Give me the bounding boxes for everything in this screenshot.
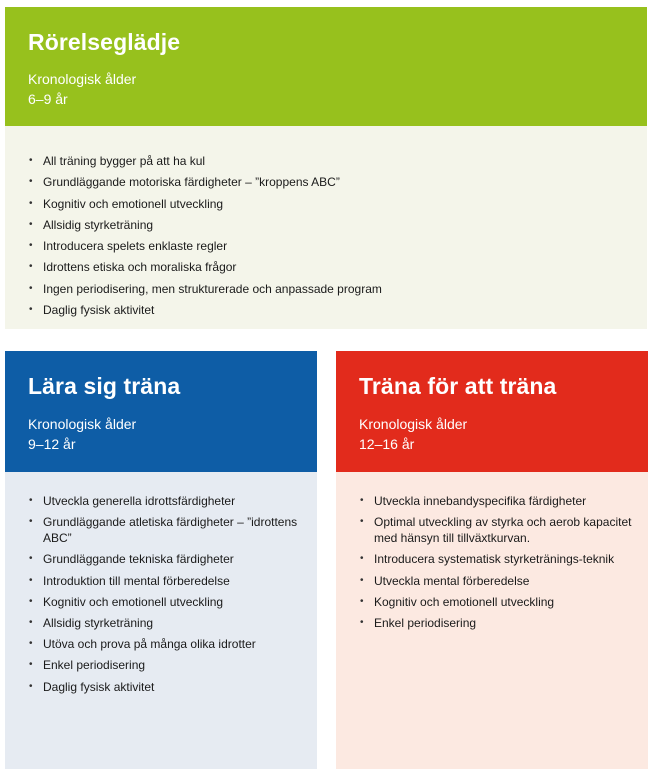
list-item: • Introduktion till mental förberedelse <box>29 573 307 589</box>
stage-card-lara-sig-trana <box>5 351 317 769</box>
stage-card-rorelseglädje <box>5 7 647 329</box>
stage-body <box>5 472 317 769</box>
list-item: • All träning bygger på att ha kul <box>29 153 637 169</box>
list-item: • Utveckla mental förberedelse <box>360 573 638 589</box>
stage-body <box>336 472 648 769</box>
list-item: • Introducera spelets enklaste regler <box>29 238 637 254</box>
age-range: 6–9 år <box>28 91 68 107</box>
list-item: • Kognitiv och emotionell utveckling <box>29 594 307 610</box>
stage-header <box>5 351 317 472</box>
stage-age <box>28 69 136 109</box>
list-item: • Daglig fysisk aktivitet <box>29 679 307 695</box>
list-item: • Enkel periodisering <box>29 657 307 673</box>
stage-item-list <box>29 153 637 323</box>
stage-header <box>336 351 648 472</box>
list-item: • Grundläggande atletiska färdigheter – ”idrottens ABC” <box>29 514 307 546</box>
stage-card-trana-for-att-trana <box>336 351 648 769</box>
list-item: • Kognitiv och emotionell utveckling <box>29 196 637 212</box>
list-item: • Allsidig styrketräning <box>29 615 307 631</box>
list-item: • Daglig fysisk aktivitet <box>29 302 637 318</box>
age-label: Kronologisk ålder <box>359 416 468 432</box>
stage-title: Rörelseglädje <box>28 29 181 55</box>
list-item: • Utveckla generella idrottsfärdigheter <box>29 493 307 509</box>
age-range: 9–12 år <box>28 436 76 452</box>
age-range: 12–16 år <box>359 436 415 452</box>
age-label: Kronologisk ålder <box>28 416 137 432</box>
age-label: Kronologisk ålder <box>28 71 137 87</box>
list-item: • Introducera systematisk styrketränings-teknik <box>360 551 638 567</box>
list-item: • Ingen periodisering, men strukturerade och anpassade program <box>29 281 637 297</box>
list-item: • Kognitiv och emotionell utveckling <box>360 594 638 610</box>
stage-title: Lära sig träna <box>28 373 181 399</box>
stage-body <box>5 126 647 329</box>
stage-age <box>359 414 467 454</box>
list-item: • Utöva och prova på många olika idrotter <box>29 636 307 652</box>
list-item: • Idrottens etiska och moraliska frågor <box>29 259 637 275</box>
stage-item-list <box>360 493 638 636</box>
list-item: • Enkel periodisering <box>360 615 638 631</box>
stage-title: Träna för att träna <box>359 373 557 399</box>
stage-item-list <box>29 493 307 700</box>
list-item: • Utveckla innebandyspecifika färdigheter <box>360 493 638 509</box>
list-item: • Grundläggande motoriska färdigheter – ”kroppens ABC” <box>29 174 637 190</box>
list-item: • Grundläggande tekniska färdigheter <box>29 551 307 567</box>
stage-header <box>5 7 647 126</box>
list-item: • Allsidig styrketräning <box>29 217 637 233</box>
stage-age <box>28 414 136 454</box>
list-item: • Optimal utveckling av styrka och aerob kapacitet med hänsyn till tillväxtkurvan. <box>360 514 638 546</box>
